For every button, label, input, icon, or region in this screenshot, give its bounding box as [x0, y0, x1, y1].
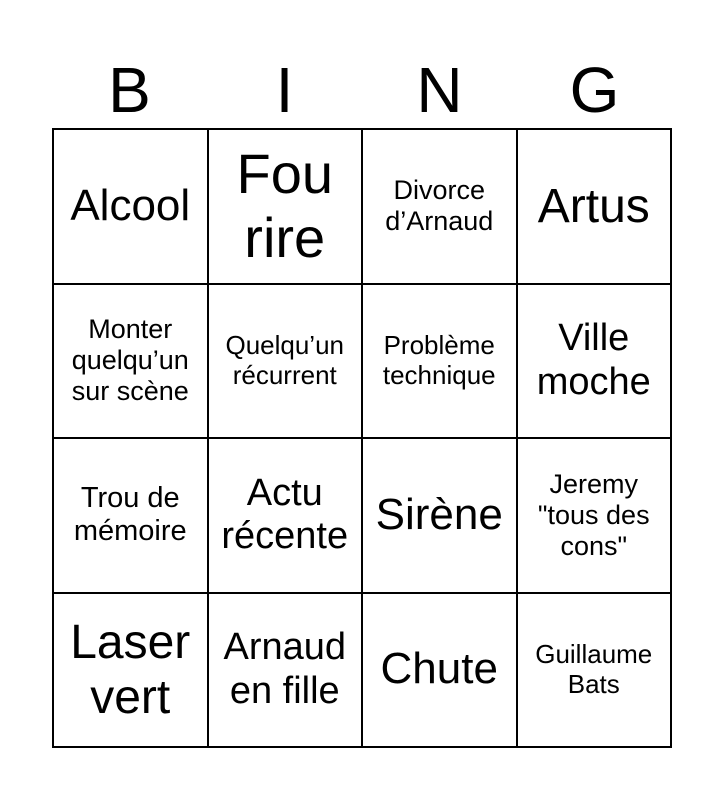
- bingo-cell[interactable]: [209, 594, 364, 749]
- bingo-cell[interactable]: [54, 285, 209, 440]
- bingo-cell-label: Monter quelqu’un sur scène: [71, 314, 189, 407]
- header-letter-b: B: [108, 54, 151, 126]
- bingo-cell-label: Jeremy "tous des cons": [537, 468, 650, 561]
- header-letter-i: I: [275, 54, 294, 126]
- bingo-cell-label: Guillaume Bats: [535, 638, 653, 699]
- bingo-cell[interactable]: [363, 130, 518, 285]
- bingo-cell-label: Chute: [380, 644, 498, 694]
- bingo-cell-label: Divorce d’Arnaud: [385, 175, 494, 237]
- bingo-cell[interactable]: [363, 285, 518, 440]
- bingo-cell[interactable]: [209, 439, 364, 594]
- bingo-cell-label: Actu récente: [221, 471, 349, 558]
- bingo-cell-label: Ville moche: [536, 317, 651, 403]
- bingo-cell[interactable]: [518, 130, 673, 285]
- bingo-cell-label: Sirène: [375, 489, 503, 539]
- bingo-cell[interactable]: [209, 130, 364, 285]
- bingo-cell-label: Laser vert: [70, 615, 191, 724]
- bingo-cell-label: Quelqu’un récurrent: [225, 329, 345, 390]
- bingo-cell[interactable]: [518, 285, 673, 440]
- bingo-cell-label: Alcool: [70, 180, 191, 230]
- bingo-cell-label: Artus: [537, 179, 650, 233]
- bingo-header: [52, 52, 672, 128]
- bingo-cell[interactable]: [518, 439, 673, 594]
- bingo-cell[interactable]: [518, 594, 673, 749]
- bingo-cell[interactable]: [363, 594, 518, 749]
- bingo-cell[interactable]: [54, 439, 209, 594]
- bingo-cell[interactable]: [209, 285, 364, 440]
- header-letter-g: G: [569, 54, 620, 126]
- bingo-cell[interactable]: [54, 594, 209, 749]
- bingo-board: [52, 128, 672, 748]
- header-letter-n: N: [416, 54, 463, 126]
- bingo-cell-label: Fou rire: [236, 141, 333, 270]
- bingo-cell-label: Arnaud en fille: [223, 626, 347, 712]
- bingo-cell-label: Trou de mémoire: [73, 481, 187, 548]
- bingo-cell[interactable]: [363, 439, 518, 594]
- bingo-cell[interactable]: [54, 130, 209, 285]
- bingo-cell-label: Problème technique: [382, 329, 496, 390]
